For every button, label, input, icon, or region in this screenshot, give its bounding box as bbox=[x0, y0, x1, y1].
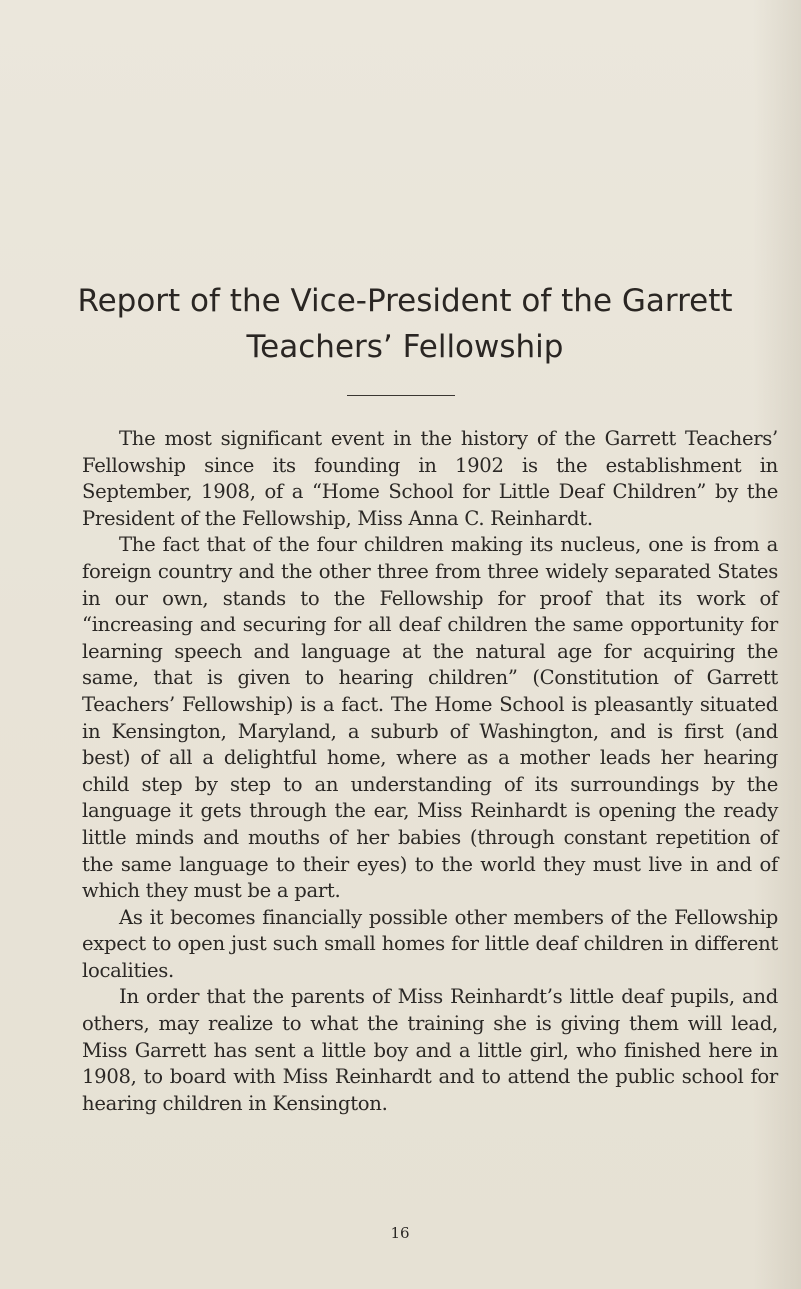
paragraph-4: In order that the parents of Miss Reinhardt’s little deaf pupils, and others, may realize to what the training she is giving them will lead, Miss Garrett has sent a little boy and a little girl, who finished here in 1908, to board with Miss Reinhardt and to attend the public school for hearing children in Kensington. bbox=[82, 985, 778, 1115]
paragraph-1: The most significant event in the history of the Garrett Teachers’ Fellowship since its founding in 1902 is the establishment in September, 1908, of a “Home School for Little Deaf Children” by the President of the Fellowship, Miss Anna C. Reinhardt. bbox=[82, 427, 778, 530]
title-divider-rule bbox=[347, 395, 455, 396]
report-title-line-2: Teachers’ Fellowship bbox=[246, 329, 564, 365]
report-title-line-1: Report of the Vice-President of the Garrett bbox=[77, 283, 733, 319]
paragraph-3: As it becomes financially possible other members of the Fellowship expect to open just such small homes for little deaf children in different localities. bbox=[82, 905, 778, 982]
page-number: 16 bbox=[390, 1224, 410, 1242]
report-body bbox=[82, 426, 778, 1117]
paragraph-2: The fact that of the four children making its nucleus, one is from a foreign country and the other three from three widely separated States in our own, stands to the Fellowship for proof that its work of “increasing and securing for all deaf children the same opportunity for learning speech and language at the natural age for acquiring the same, that is given to hearing children” (Constitution of Garrett Teachers’ Fellowship) is a fact. The Home School is pleasantly situated in Kensington, Maryland, a suburb of Washington, and is first (and best) of all a delightful home, where as a mother leads her hearing child step by step to an understanding of its surroundings by the language it gets through the ear, Miss Reinhardt is opening the ready little minds and mouths of her babies (through constant repetition of the same language to their eyes) to the world they must live in and of which they must be a part. bbox=[82, 533, 778, 903]
